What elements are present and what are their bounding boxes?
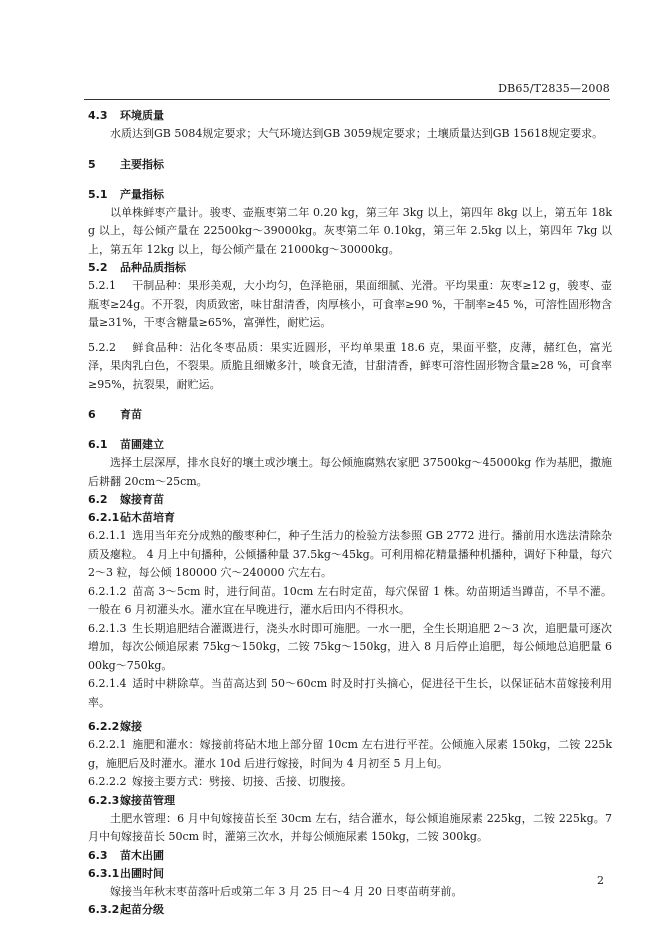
paragraph-text: 水质达到GB 5084规定要求；大气环境达到GB 3059规定要求；土壤质量达到GB 15618规定要求。 <box>110 127 604 140</box>
section-title: 苗木出圃 <box>120 848 164 862</box>
paragraph-text: 鲜食品种：沾化冬枣品质：果实近圆形，平均单果重 18.6 克，果面平整，皮薄，赭红色，富光泽，果肉乳白色，不裂果。质脆且细嫩多汁，啖食无渣，甘甜清香，鲜枣可溶性固形物含量≥28 %，可食率≥95%，抗裂果，耐贮运。 <box>88 340 612 391</box>
section-title: 品种品质指标 <box>120 261 186 274</box>
paragraph-text: 干制品种：果形美观，大小均匀，色泽艳丽，果面细腻、光滑。平均果重：灰枣≥12 g，骏枣、壶瓶枣≥24g。不开裂，肉质致密，味甘甜清香，肉厚核小，可食率≥90 %，干制率≥45 %，可溶性固形物含量≥31%，干枣含糖量≥65%，富弹性，耐贮运。 <box>88 279 612 329</box>
paragraph <box>88 736 612 773</box>
section-heading <box>88 847 612 865</box>
paragraph <box>88 810 612 847</box>
paragraph-text: 选择土层深厚，排水良好的壤土或沙壤土。每公倾施腐熟农家肥 37500kg～45000kg 作为基肥，撒施后耕翻 20cm～25cm。 <box>88 456 612 488</box>
page-number: 2 <box>597 874 604 887</box>
section-number: 6.3 <box>88 848 108 862</box>
paragraph-text: 苗高 3～5cm 时，进行间苗。10cm 左右时定苗，每穴保留 1 株。幼苗期适当蹲苗，不旱不灌。一般在 6 月初灌头水。灌水宜在早晚进行，灌水后田内不得积水。 <box>88 584 612 616</box>
section-number: 6.2.1 <box>88 511 120 524</box>
section-number: 6.2.2 <box>88 720 120 733</box>
clause-number: 5.2.1 <box>88 279 116 292</box>
paragraph <box>88 527 612 583</box>
section-title: 主要指标 <box>120 157 164 171</box>
paragraph <box>88 620 612 676</box>
clause-number: 6.2.1.3 <box>88 621 127 635</box>
section-number: 6.1 <box>88 438 108 451</box>
section-number: 6.2.3 <box>88 793 120 807</box>
document-code: DB65/T2835—2008 <box>498 82 610 95</box>
section-title: 产量指标 <box>120 187 164 201</box>
paragraph-text: 土肥水管理：6 月中旬嫁接苗长至 30cm 左右，结合灌水，每公倾追施尿素 225kg，二铵 225kg。7 月中旬嫁接苗长 50cm 时，灌第三次水，并每公倾施尿素 150kg，二铵 300kg。 <box>88 811 612 843</box>
paragraph <box>88 204 612 260</box>
section-title: 嫁接 <box>120 720 142 733</box>
section-number: 5 <box>88 157 96 171</box>
clause-number: 6.2.2.2 <box>88 775 127 788</box>
paragraph-text: 以单株鲜枣产量计。骏枣、壶瓶枣第二年 0.20 kg，第三年 3kg 以上，第四年 8kg 以上，第五年 18kg 以上，每公倾产量在 22500kg～39000kg。灰枣第二年 0.10kg，第三年 2.5kg 以上，第四年 7kg 以上，第五年 12kg 以上，每公倾产量在 21000kg～30000kg。 <box>88 205 612 256</box>
section-heading <box>88 259 612 277</box>
section-title: 出圃时间 <box>120 866 164 880</box>
section-title: 砧木苗培育 <box>120 511 175 524</box>
section-number: 6.3.1 <box>88 866 120 880</box>
clause-number: 6.2.1.4 <box>88 677 127 690</box>
spacer <box>88 144 612 156</box>
section-title: 嫁接育苗 <box>120 493 164 506</box>
section-heading <box>88 156 612 174</box>
section-heading <box>88 792 612 810</box>
section-title: 嫁接苗管理 <box>120 793 175 807</box>
paragraph <box>88 773 612 792</box>
section-heading <box>88 865 612 883</box>
spacer <box>88 424 612 436</box>
section-heading <box>88 718 612 736</box>
section-title: 起苗分级 <box>120 903 164 916</box>
paragraph-text: 嫁接主要方式：劈接、切接、舌接、切腹接。 <box>132 775 352 788</box>
header-divider <box>84 99 610 100</box>
section-title: 育苗 <box>120 408 142 421</box>
section-heading <box>88 491 612 509</box>
section-heading <box>88 509 612 527</box>
paragraph-text: 嫁接当年秋末枣苗落叶后或第二年 3 月 25 日～4 月 20 日枣苗萌芽前。 <box>110 884 463 898</box>
section-number: 5.2 <box>88 261 108 274</box>
paragraph <box>88 675 612 712</box>
clause-number: 5.2.2 <box>88 340 116 354</box>
paragraph <box>88 883 612 902</box>
document-body <box>88 107 612 919</box>
clause-number: 6.2.1.2 <box>88 584 127 598</box>
paragraph <box>88 454 612 491</box>
paragraph-text: 适时中耕除草。当苗高达到 50～60cm 时及时打头摘心，促进径干生长，以保证砧木苗嫁接利用率。 <box>88 677 612 709</box>
section-heading <box>88 436 612 454</box>
section-heading <box>88 186 612 204</box>
section-heading <box>88 107 612 125</box>
spacer <box>88 394 612 406</box>
paragraph-text: 施肥和灌水：嫁接前将砧木地上部分留 10cm 左右进行平茬。公倾施入尿素 150kg，二铵 225kg，施肥后及时灌水。灌水 10d 后进行嫁接，时间为 4 月初至 5 月上旬。 <box>88 738 612 770</box>
section-number: 6.2 <box>88 493 108 506</box>
section-title: 环境质量 <box>120 109 164 122</box>
spacer <box>88 174 612 186</box>
paragraph <box>88 583 612 620</box>
section-title: 苗圃建立 <box>120 438 164 451</box>
section-number: 4.3 <box>88 109 108 122</box>
paragraph-text: 选用当年充分成熟的酸枣种仁，种子生活力的检验方法参照 GB 2772 进行。播前用水选法清除杂质及瘪粒。 4 月上中旬播种，公倾播种量 37.5kg～45kg。可利用棉花精量播种机播种，调好下种量，每穴 2～3 粒，每公倾 180000 穴～240000 穴左右。 <box>88 529 612 579</box>
clause-number: 6.2.1.1 <box>88 529 127 542</box>
paragraph-text: 生长期追肥结合灌溉进行，浇头水时即可施肥。一水一肥，全生长期追肥 2～3 次，追肥量可逐次增加，每次公倾追尿素 75kg～150kg，二铵 75kg～150kg，进入 8 月后停止追肥，每公倾地总追肥量 600kg～750kg。 <box>88 621 612 672</box>
section-number: 6 <box>88 408 96 421</box>
section-heading <box>88 901 612 919</box>
paragraph <box>88 125 612 144</box>
section-number: 6.3.2 <box>88 903 120 916</box>
paragraph <box>88 277 612 333</box>
section-number: 5.1 <box>88 187 108 201</box>
clause-number: 6.2.2.1 <box>88 738 127 751</box>
section-heading <box>88 406 612 424</box>
paragraph <box>88 339 612 395</box>
